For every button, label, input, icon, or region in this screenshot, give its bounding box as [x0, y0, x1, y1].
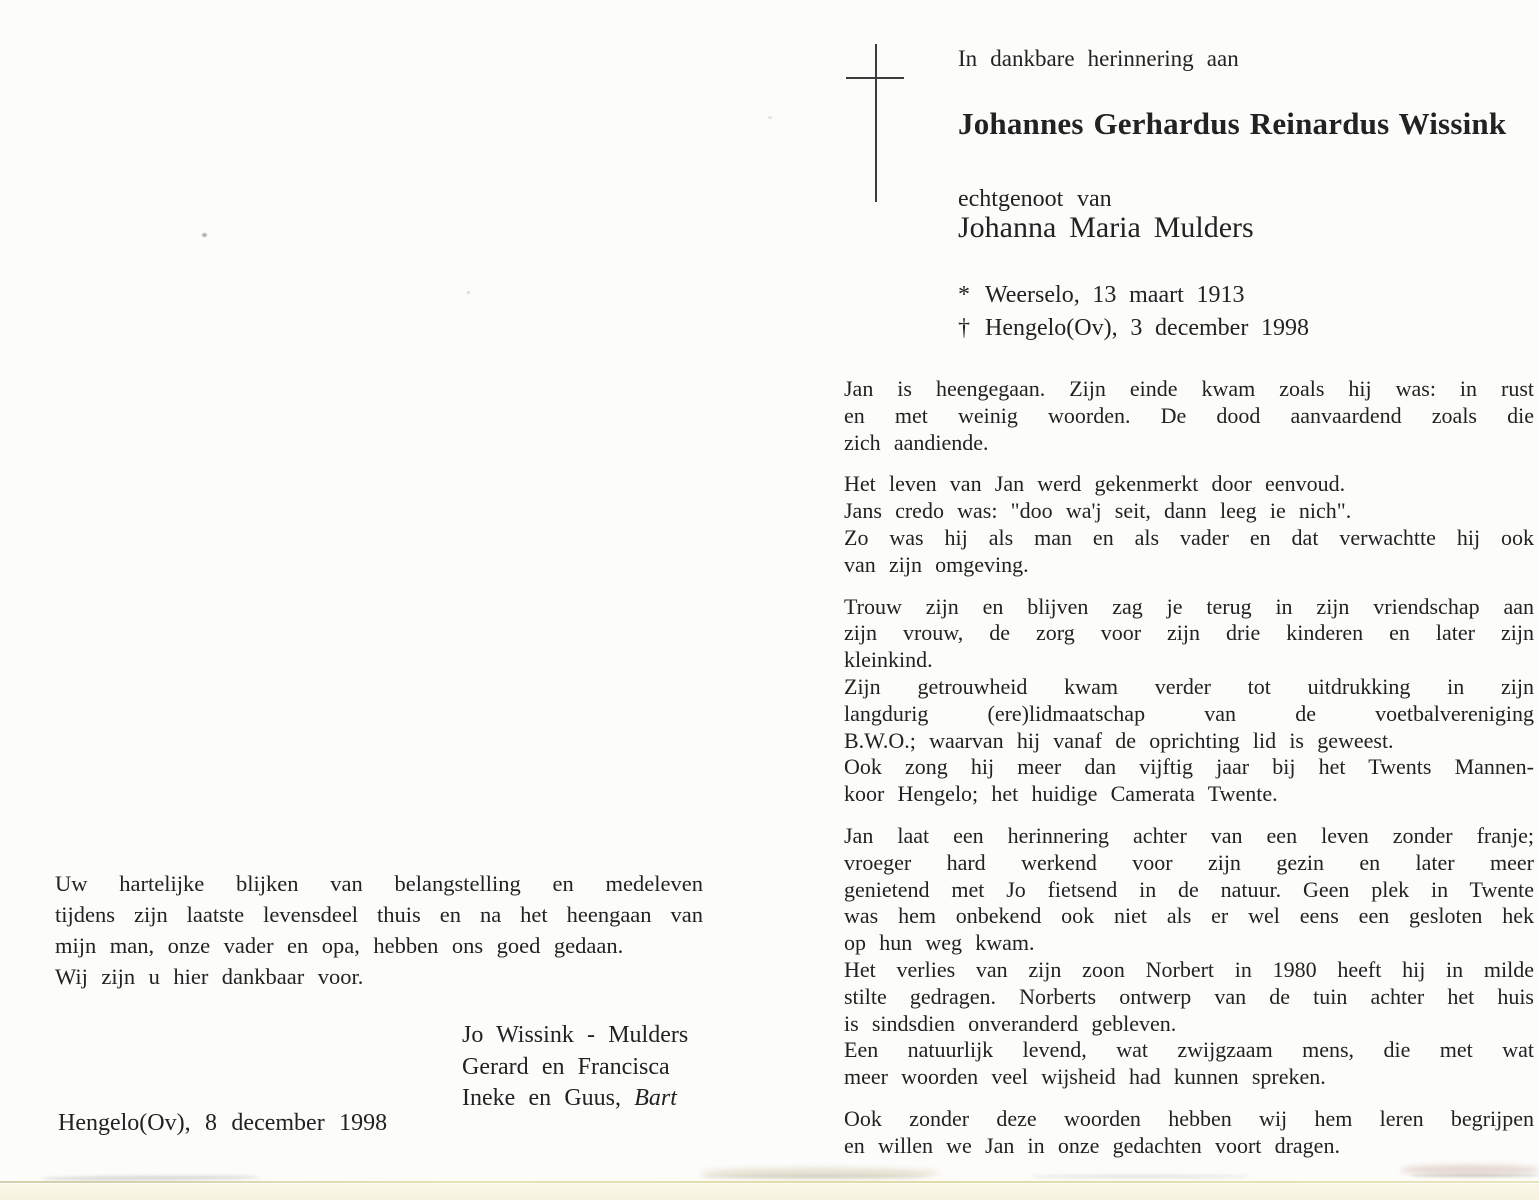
birth-death-dates: [958, 279, 1309, 344]
text-line: Het leven van Jan werd gekenmerkt door eenvoud.: [844, 471, 1346, 497]
text-line: zich aandiende.: [844, 429, 989, 455]
text-line: Ook zong hij meer dan vijftig jaar bij het Twents Mannen-: [844, 754, 1534, 780]
text-line: en willen we Jan in onze gedachten voort dragen.: [844, 1132, 1340, 1158]
spouse-name: Johanna Maria Mulders: [958, 211, 1254, 244]
paragraph-block: [844, 376, 1534, 456]
condolence-paragraph: [55, 868, 703, 992]
paragraph-block: [844, 823, 1534, 1091]
cross-vertical-bar: [875, 44, 877, 202]
text-line: Jan is heengegaan. Zijn einde kwam zoals hij was: in rust: [844, 376, 1534, 401]
scan-edge-line: [0, 1181, 1539, 1183]
remembrance-intro: In dankbare herinnering aan: [958, 46, 1239, 71]
text-line: koor Hengelo; het huidige Camerata Twente.: [844, 781, 1278, 807]
scan-speck: [467, 291, 470, 294]
text-line: Trouw zijn en blijven zag je terug in zijn vriendschap aan: [844, 593, 1534, 619]
died-symbol: †: [958, 314, 970, 341]
place-date-line: Hengelo(Ov), 8 december 1998: [58, 1110, 388, 1136]
text-line: Uw hartelijke blijken van belangstelling en medeleven: [55, 871, 703, 896]
birth-date-text: Weerselo, 13 maart 1913: [985, 282, 1245, 308]
text-line: kleinkind.: [844, 647, 933, 673]
signature-block: [462, 1020, 688, 1115]
text-line: Het verlies van zijn zoon Norbert in 1980 heeft hij in milde: [844, 956, 1534, 982]
scan-smudge: [700, 1175, 930, 1178]
text-line: Zo was hij als man en als vader en dat verwachtte hij ook: [844, 524, 1534, 550]
text-line: Jans credo was: "doo wa'j seit, dann leeg ie nich".: [844, 498, 1352, 524]
text-line: Een natuurlijk levend, wat zwijgzaam mens, die met wat: [844, 1037, 1534, 1063]
memorial-body-text: [844, 376, 1534, 1175]
text-line: Zijn getrouwheid kwam verder tot uitdrukking in zijn: [844, 673, 1534, 699]
signature-name-italic: Bart: [634, 1085, 677, 1111]
text-line: B.W.O.; waarvan hij vanaf de oprichting lid is geweest.: [844, 727, 1394, 753]
signature-line-prefix: Ineke en Guus,: [462, 1085, 635, 1111]
paragraph-block: [844, 1106, 1534, 1160]
text-line: is sindsdien onveranderd gebleven.: [844, 1010, 1177, 1036]
text-line: Wij zijn u hier dankbaar voor.: [55, 964, 364, 989]
scan-speck: [202, 233, 207, 237]
scan-smudge: [40, 1175, 260, 1181]
text-line: op hun weg kwam.: [844, 930, 1035, 956]
text-line: genietend met Jo fietsend in de natuur. Geen plek in Twente: [844, 876, 1534, 902]
text-line: Ook zonder deze woorden hebben wij hem leren begrijpen: [844, 1105, 1534, 1131]
text-line: vroeger hard werkend voor zijn gezin en later meer: [844, 849, 1534, 875]
text-line: tijdens zijn laatste levensdeel thuis en na het heengaan van: [55, 902, 703, 927]
birth-date-row: [958, 279, 1309, 312]
scan-smudge: [1410, 1174, 1539, 1177]
text-line: was hem onbekend ook niet als er wel eens een gesloten hek: [844, 903, 1534, 929]
death-date-row: [958, 312, 1309, 345]
signature-line: [462, 1083, 688, 1115]
deceased-name: Johannes Gerhardus Reinardus Wissink: [958, 106, 1507, 141]
text-line: stilte gedragen. Norberts ontwerp van de tuin achter het huis: [844, 983, 1534, 1009]
paragraph-block: [844, 471, 1534, 578]
text-line: mijn man, onze vader en opa, hebben ons goed gedaan.: [55, 933, 624, 958]
text-line: meer woorden veel wijsheid had kunnen spreken.: [844, 1064, 1326, 1090]
death-date-text: Hengelo(Ov), 3 december 1998: [985, 314, 1310, 341]
scan-speck: [768, 116, 772, 119]
relation-label: echtgenoot van: [958, 186, 1112, 212]
signature-line: Gerard en Francisca: [462, 1053, 670, 1080]
cross-horizontal-bar: [846, 77, 904, 79]
text-line: Jan laat een herinnering achter van een leven zonder franje;: [844, 822, 1534, 848]
signature-line: Jo Wissink - Mulders: [462, 1022, 689, 1048]
born-symbol: *: [958, 282, 970, 308]
text-line: zijn vrouw, de zorg voor zijn drie kinderen en later zijn: [844, 620, 1534, 646]
text-line: van zijn omgeving.: [844, 551, 1029, 577]
scan-smudge: [1030, 1175, 1250, 1178]
paragraph-block: [844, 594, 1534, 808]
text-line: langdurig (ere)lidmaatschap van de voetbalvereniging: [844, 700, 1534, 726]
scan-bottom-strip: [0, 1184, 1539, 1200]
paragraph-block: [55, 868, 703, 992]
text-line: en met weinig woorden. De dood aanvaardend zoals die: [844, 402, 1534, 428]
